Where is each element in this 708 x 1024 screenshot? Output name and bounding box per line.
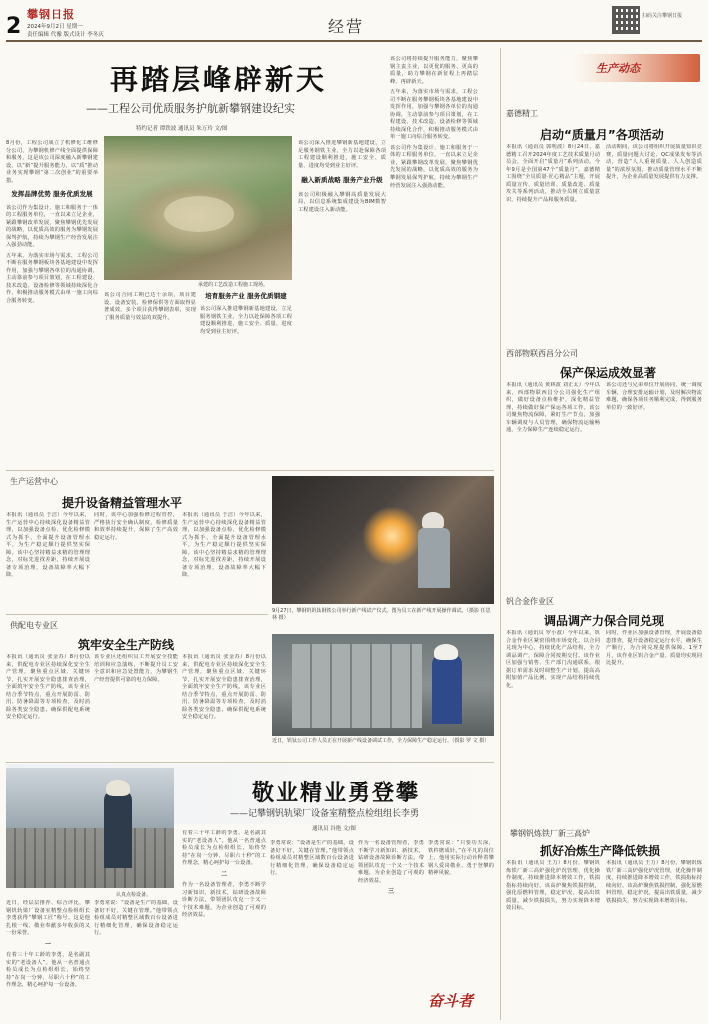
- mid-s1-body2: 同时，该中心加强检修过程管控，严格执行安全确认制度，检修质量和效率持续提升，保障了生产高效稳定运行。: [94, 512, 178, 541]
- mid-s2-title: 筑牢安全生产防线: [78, 638, 175, 652]
- rt-s1-tag: 嘉德精工: [506, 109, 538, 118]
- photo-worker-body: [418, 528, 450, 588]
- photo-rails: [6, 828, 174, 888]
- bottom-col-1: [6, 900, 90, 1020]
- bottom-title: 敬业精业勇登攀: [252, 781, 421, 806]
- lead-col-1: [6, 140, 98, 460]
- lead-subtitle: ——工程公司优质服务护航新攀钢建设纪实: [86, 102, 295, 115]
- lead-col-4: [298, 140, 386, 462]
- mid-s2-body: 本报讯（通讯员 张金苏）8月份以来，供配电专业区持续深化安全生产管理，聚焦重点区域、关键环节，扎实开展安全隐患排查治理，全面筑牢安全生产防线。该专业区结合季节特点，重点开展防雷、防汛、防暑降温等专项检查，及时消除各类安全隐患，确保供配电系统安全稳定运行。: [6, 654, 90, 721]
- bottom-num3: 三: [387, 888, 395, 896]
- fighter-badge-text: 奋斗者: [428, 992, 474, 1010]
- mid-s2-body2: 该专业区还组织员工开展安全技能培训和应急演练，不断提升员工安全意识和应急处置能力，为攀钢生产经营提供可靠的电力保障。: [94, 654, 178, 683]
- mid-s2-body3: 本报讯（通讯员 张金苏）8月份以来，供配电专业区持续深化安全生产管理，聚焦重点区域、关键环节，扎实开展安全隐患排查治理，全面筑牢安全生产防线。该专业区结合季节特点，重点开展防雷、防汛、防暑降温等专项检查，及时消除各类安全隐患，确保供配电系统安全稳定运行。: [182, 654, 266, 721]
- bottom-num1: 一: [44, 940, 52, 948]
- rt-s4-tag: 攀钢钒炼铁厂新三高炉: [510, 829, 590, 838]
- rt-s2-col1: [506, 382, 600, 568]
- lead-sub3: 融入新质战略 服务产业升级: [301, 176, 383, 185]
- editors-line: 责任编辑 代豫 版式设计 李冬庆: [27, 32, 104, 38]
- photo-glow: [362, 506, 422, 566]
- rt-s4-col2: [606, 860, 702, 1020]
- rt-s3-body2: 同时，作业区加强设备管理，开展设备隐患排查，提升设备稳定运行水平，确保生产顺行，为合同兑现提供保障。1至7月，该作业区钒合金产量、质量均实现同比提升。: [606, 630, 702, 667]
- qr-label: 扫码关注攀钢日报: [642, 13, 683, 19]
- bottom-col-6: [428, 840, 494, 980]
- bottom-num2: 二: [220, 870, 228, 878]
- fighter-badge: [428, 990, 494, 1020]
- vertical-divider: [500, 48, 501, 1020]
- photo-terrain-b: [164, 196, 234, 232]
- bottom-body3: 李勇常说：“设备是生产的基础，设备好不好，关键在管理。”他带领点检组成员对精整区域数百台设备进行精细化管理，确保设备稳定运行。: [94, 900, 178, 937]
- bottom-col-4: [270, 840, 354, 1020]
- rt-s2-body2: 该公司还与兄弟单位开展协同，统一调度车辆，合理安排运输计划，及时解决物流难题，确保各项任务顺利完成，得到服务单位的一致好评。: [606, 382, 702, 411]
- bottom-body3b: 李勇常说：“设备是生产的基础，设备好不好，关键在管理。”他带领点检组成员对精整区域数百台设备进行精细化管理，确保设备稳定运行。: [270, 840, 354, 877]
- rt-s4-body-b: 本报讯（通讯员 王力）8月份，攀钢钒炼铁厂新三高炉强化炉况管理，优化操作制度，持续推进降本增效工作，铁损指标持续向好。该高炉聚焦铁损控制，强化原燃料管理，稳定炉况，提高出铁质量，减少铁损损失，努力实现降本增效目标。: [606, 860, 702, 904]
- bottom-col-2: [94, 900, 178, 1020]
- rt-s3-body: 本报讯（通讯员 罗小波）今年以来，钒合金作业区紧密围绕市场变化，以合同兑现为中心，持续优化产品结构，全力调品调产，保障合同按期交付。该作业区加强与销售、生产部门沟通联系，根据订单需求及时调整生产计划，提高高附加值产品比例，实现产品结构持续优化。: [506, 630, 600, 689]
- lead-body2: 五年来，为落实市场与需求，工程公司不断在服务攀钢板块各基地建设中发挥作用，加强与攀钢各单位的沟通协调，主动靠前参与项目策划，在工程建设、技术改造、设备检修等领域持续深化合作，积极推动服务模式由单一施工向综合服务转变。: [6, 252, 98, 304]
- lead-body3: 该公司合同工期已达十余项，项目建设、设备安装、检修保供等方面取得显著成效，多个项目获得攀钢表彰，实现了服务质量与效益的双提升。: [104, 292, 196, 321]
- bottom-body1: 近日，经层层推荐、综合评比，攀钢钒轨梁厂设备室精整点检组组长李勇获得“攀钢工匠”称号。这是他扎根一线、敬业奉献多年收获的又一份荣誉。: [6, 900, 90, 937]
- bottom-photo-caption: 认真点检设备。: [116, 892, 152, 898]
- rt-s2-col2: [606, 382, 702, 568]
- masthead: [0, 0, 708, 40]
- bottom-subtitle: ——记攀钢钒轨梁厂设备室精整点检组组长李勇: [230, 809, 420, 819]
- rt-s2-title: 保产保运成效显著: [560, 366, 657, 380]
- mid-s1-title: 提升设备精益管理水平: [62, 496, 183, 510]
- bottom-body4: 作为一名设备管理者，李勇不断学习新知识、新技术，钻研设备故障诊断方法，带领团队攻克一个又一个技术难题，为企业创造了可观的经济效益。: [182, 882, 266, 919]
- rt-s1-col2: [606, 144, 702, 252]
- lead-byline: 特约记者 谭铁波 通讯员 朱万玲 文/图: [136, 126, 228, 132]
- rt-s4-body: 本报讯（通讯员 王力）8月份，攀钢钒炼铁厂新三高炉强化炉况管理，优化操作制度，持续推进降本增效工作，铁损指标持续向好。该高炉聚焦铁损控制，强化原燃料管理，稳定炉况，提高出铁质量，减少铁损损失，努力实现降本增效目标。: [506, 860, 600, 912]
- lead-body1b: 该公司作为集设计、施工和服务于一体的工程服务单位，一直以来立足企业，紧跟攀钢改革发展，聚焦攀钢优先发展的战略，以优质高效的服务为攀钢发展保驾护航，持续为攀钢生产经营发展注入强劲动能。: [390, 144, 478, 189]
- bottom-byline: 通讯员 谷艳 文/图: [312, 826, 356, 832]
- mid-s2-col2: [94, 654, 178, 756]
- rt-s4-title: 抓好冶炼生产降低铁损: [540, 844, 661, 858]
- bottom-body5: 李勇常说：“只要功夫深，铁杵磨成针。”在平凡的岗位上，他用实际行动诠释着攀钢人爱岗敬业、勇于登攀的精神风貌。: [428, 840, 494, 877]
- lead-col-3: [200, 292, 292, 462]
- mid-s1-body: 本报讯（通讯员 于洁）今年以来，生产运营中心持续深化设备精益管理，以加强设备点检、优化检修模式为抓手，全面提升设备管理水平，为生产稳定顺行提供坚实保障。该中心坚持精益求精的管理理念，对标先进找差距，持续开展设备专项治理，设备故障率大幅下降。: [6, 512, 90, 579]
- lead-body4b: 该公司深入推进攀钢新基地建设，立足服务钢铁主业，全力以赴保障各项工程建设顺利推进，施工安全、质量、进度均受到业主好评。: [298, 140, 386, 169]
- mid-s1-col3: [182, 512, 266, 612]
- page-number: 2: [6, 14, 22, 39]
- photo-terrain-c: [104, 136, 292, 166]
- lead-body2b: 五年来，为落实市场与需求，工程公司不断在服务攀钢板块各基地建设中发挥作用，加强与攀钢各单位的沟通协调，主动靠前参与项目策划，在工程建设、技术改造、设备检修等领域持续深化合作，积极推动服务模式由单一施工向综合服务转变。: [390, 89, 478, 141]
- rt-s1-title: 启动“质量月”各项活动: [540, 128, 664, 142]
- lead-sub2: 培育服务产业 服务优质钢建: [205, 292, 287, 300]
- lead-col-5: [390, 56, 478, 462]
- lead-body4: 该公司深入推进攀钢新基地建设，立足服务钢铁主业，全力以赴保障各项工程建设顺利推进，施工安全、质量、进度均受到业主好评。: [200, 306, 292, 336]
- mid-s2-col3: [182, 654, 266, 756]
- mid-s2-tag: 供配电专业区: [10, 621, 58, 630]
- rt-s3-tag: 钒合金作业区: [506, 597, 554, 606]
- mid-s1-tag: 生产运营中心: [10, 477, 58, 486]
- mid-photo-1: [272, 476, 494, 604]
- photo-person: [104, 790, 132, 868]
- mid-rule-2: [6, 614, 268, 615]
- rt-s4-col1: [506, 860, 600, 1020]
- rt-s3-col1: [506, 630, 600, 818]
- lead-sub1: 发挥品牌优势 服务优质发展: [11, 190, 93, 199]
- masthead-rule: [6, 40, 702, 42]
- photo-person-helmet: [106, 780, 130, 796]
- rt-s1-body: 本报讯（通讯员 郭明波）8月24日，嘉德精工召开2024年度工艺技术质量月动员会，全面开启“质量月”系列活动。今年9月是全国第47个“质量月”，嘉德精工围绕“全员质量·匠心精品”主题，开展质量宣传、质量培训、质量改进、质量攻关等系列活动，推动全员树立质量意识，持续提升产品和服务质量。: [506, 144, 600, 203]
- photo-worker-2: [432, 654, 462, 724]
- rt-s2-tag: 西部物联西昌分公司: [506, 349, 578, 358]
- rt-s3-col2: [606, 630, 702, 818]
- mid-s1-col2: [94, 512, 178, 612]
- bottom-body2: 有着三十年工龄的李勇，是名副其实的“老设备人”。他从一名普通点检员成长为点检组组长，始终坚持“在岗一分钟、尽职六十秒”的工作理念，精心呵护每一台设备。: [6, 952, 90, 989]
- mid-s1-col1: [6, 512, 90, 612]
- section-title: 经营: [328, 17, 365, 36]
- rt-s2-body: 本报讯（通讯员 黄林波 刘正太）今年以来，西部物联西昌分公司强化生产组织，做好设备点检维护，深化精益管理，持续做好保产保运各项工作。该公司聚焦物流保障，紧盯生产节点，加强车辆调度与人员管理，确保物流运输畅通，全力保障生产连续稳定运行。: [506, 382, 600, 434]
- mid-rule: [6, 470, 494, 471]
- lead-body5: 该公司积极融入攀钢高质量发展大局，以信息系统集成建设为BIM数智工程建设注入新动能。: [298, 191, 386, 213]
- lead-body6: 该公司将持续提升服务能力，聚焦攀钢主责主业，以更优的服务、更高的质量，助力攀钢在新征程上再踏层峰、再辟新天。: [390, 56, 478, 85]
- mid-photo-2-caption: 近日，钒钛公司工作人员正在开展新产线设备调试工作，全力保障生产稳定运行。（摄影 罗 文 摄）: [272, 738, 490, 744]
- lead-col-2: [104, 292, 196, 462]
- rt-s3-title: 调品调产力保合同兑现: [544, 614, 665, 628]
- banner-box: [574, 54, 700, 82]
- mid-photo-2: [272, 634, 494, 736]
- lead-body1: 该公司作为集设计、施工和服务于一体的工程服务单位，一直以来立足企业，紧跟攀钢改革发展，聚焦攀钢优先发展的战略，以优质高效的服务为攀钢发展保驾护航，持续为攀钢生产经营发展注入强劲动能。: [6, 204, 98, 249]
- photo-panel: [292, 644, 422, 728]
- bottom-col-5: [358, 840, 424, 1020]
- lead-intro: 8月份，工程公司成立了机修化工维修分公司，为攀钢机修产线全面提供保障和服务。这是该公司深度融入新攀钢建设，以“新”提升服务能力，以“质”推动业务实现攀钢“第二次创业”的重要举措。: [6, 140, 98, 184]
- bottom-rule: [6, 762, 494, 763]
- bottom-body2b: 有着三十年工龄的李勇，是名副其实的“老设备人”。他从一名普通点检员成长为点检组组长，始终坚持“在岗一分钟、尽职六十秒”的工作理念，精心呵护每一台设备。: [182, 830, 266, 867]
- mid-photo-1-caption: 9月27日，攀钢钒钒钛钢铁公司举行新产线试产仪式。图为员工在新产线开展操作调试。（摄影 任思林 摄）: [272, 608, 491, 622]
- rt-s1-col1: [506, 144, 600, 252]
- mid-s2-col1: [6, 654, 90, 756]
- lead-photo: [104, 136, 292, 280]
- banner-text: 生产动态: [596, 62, 640, 75]
- bottom-photo: [6, 768, 174, 888]
- bottom-col-3: [182, 830, 266, 1020]
- qr-code[interactable]: [612, 6, 640, 34]
- mid-s1-body3: 本报讯（通讯员 于洁）今年以来，生产运营中心持续深化设备精益管理，以加强设备点检、优化检修模式为抓手，全面提升设备管理水平，为生产稳定顺行提供坚实保障。该中心坚持精益求精的管理理念，对标先进找差距，持续开展设备专项治理，设备故障率大幅下降。: [182, 512, 266, 579]
- lead-title: 再踏层峰辟新天: [110, 63, 328, 96]
- photo-helmet-2: [434, 644, 458, 660]
- bottom-body4b: 作为一名设备管理者，李勇不断学习新知识、新技术，钻研设备故障诊断方法，带领团队攻克一个又一个技术难题，为企业创造了可观的经济效益。: [358, 840, 424, 884]
- paper-logo: 攀钢日报: [27, 8, 75, 21]
- lead-photo-caption: 承建的工艺改造工程施工现场。: [198, 282, 269, 288]
- rt-s1-body2: 活动期间，该公司将组织开展质量知识竞赛、质量问题大讨论、QC成果发布等活动，营造“人人重视质量、人人创造质量”的浓厚氛围，推动质量管理水平不断提升，为企业高质量发展提供有力支撑。: [606, 144, 702, 181]
- date-line: 2024年9月2日 星期一: [27, 24, 83, 30]
